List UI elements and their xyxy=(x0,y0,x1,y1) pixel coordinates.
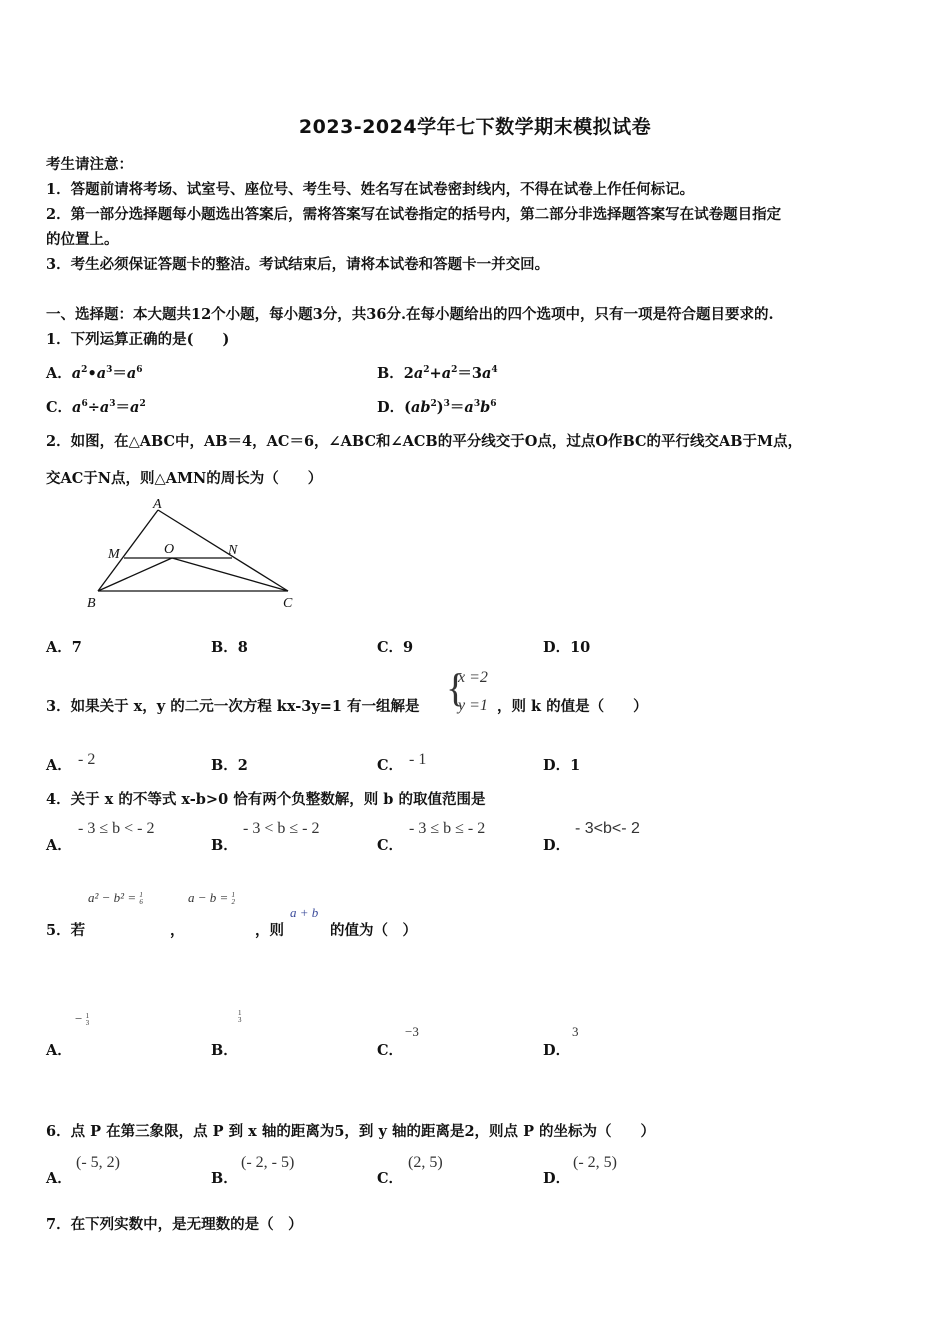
q5-option-a-num: 1 xyxy=(85,1012,90,1021)
section-heading: 一、选择题：本大题共12个小题，每小题3分，共36分.在每小题给出的四个选项中，只有一项是符合题目要求的. xyxy=(46,306,774,323)
q5-option-d-value: 3 xyxy=(572,1024,579,1039)
segment-co xyxy=(172,558,288,591)
q1-option-d: D．$(ab^2)^3=a^3b^6$ xyxy=(377,399,497,416)
q4-option-b-value: - 3 < b ≤ - 2 xyxy=(243,820,320,837)
q6-option-b-value: (- 2, - 5) xyxy=(241,1154,295,1171)
q3-option-a-value: - 2 xyxy=(78,751,96,768)
q6-option-c-value: (2, 5) xyxy=(408,1154,443,1171)
q3-option-a xyxy=(46,754,72,775)
q1-option-d-label: D． xyxy=(377,399,405,416)
q3-option-c xyxy=(377,754,403,775)
q2-option-c: C．9 xyxy=(377,639,414,656)
notice-item-2: 2．第一部分选择题每小题选出答案后，需将答案写在试卷指定的括号内，第二部分非选择题答案写在试卷题目指定 xyxy=(46,206,782,223)
q5-frac1-num: 1 xyxy=(139,891,143,900)
q6-option-b-label: B． xyxy=(211,1170,238,1187)
q6-option-d-label: D． xyxy=(543,1170,571,1187)
q6-option-a-label: A． xyxy=(46,1170,72,1187)
q3-option-c-value: - 1 xyxy=(409,751,427,768)
q5-option-a-sign: − xyxy=(75,1011,83,1026)
q5-option-b-label: B． xyxy=(211,1042,238,1059)
q5-option-d-label: D． xyxy=(543,1042,571,1059)
q6-stem: 6．点 P 在第三象限，点 P 到 x 轴的距离为5，到 y 轴的距离是2，则点 P 的坐标为（ ） xyxy=(46,1123,656,1140)
q2-triangle-figure xyxy=(80,495,310,615)
segment-ab xyxy=(98,510,158,591)
q3-system-brace: { xyxy=(446,665,466,710)
q1-option-c-label: C． xyxy=(46,399,73,416)
notice-item-2-cont: 的位置上。 xyxy=(46,231,119,248)
q2-option-a: A．7 xyxy=(46,639,82,656)
label-c: C xyxy=(283,596,293,611)
q5-stem-pre: 5．若 xyxy=(46,922,86,939)
q5-expr2-text: a − b = xyxy=(188,890,229,905)
q4-option-a-value: - 3 ≤ b < - 2 xyxy=(78,820,155,837)
segment-ac xyxy=(158,510,288,591)
notice-item-1: 1．答题前请将考场、试室号、座位号、考生号、姓名写在试卷密封线内，不得在试卷上作任何标记。 xyxy=(46,181,695,198)
q2-stem-line2: 交AC于N点，则△AMN的周长为（ ） xyxy=(46,470,323,487)
q6-option-c-label: C． xyxy=(377,1170,404,1187)
q5-option-b-den: 3 xyxy=(238,1016,242,1025)
q3-stem-post: ，则 k 的值是（ ） xyxy=(497,698,648,715)
q5-expr1-text: a² − b² = xyxy=(88,890,137,905)
q5-option-a-den: 3 xyxy=(85,1019,90,1028)
q2-stem-line1: 2．如图，在△ABC中，AB＝4，AC＝6，∠ABC和∠ACB的平分线交于O点，过点O作BC的平行线交AB于M点， xyxy=(46,433,803,450)
q5-frac2-num: 1 xyxy=(231,891,236,900)
q5-expr2 xyxy=(188,890,235,906)
q7-stem: 7．在下列实数中，是无理数的是（ ） xyxy=(46,1216,303,1233)
q4-option-c-label: C． xyxy=(377,837,404,854)
q5-expr1 xyxy=(88,890,143,906)
q1-option-a-label: A． xyxy=(46,365,72,382)
q5-option-c-label: C． xyxy=(377,1042,404,1059)
q5-comma2: ，则 xyxy=(255,922,284,939)
q5-stem-post: 的值为（ ） xyxy=(330,922,417,939)
label-o: O xyxy=(164,542,175,557)
notice-heading: 考生请注意： xyxy=(46,156,133,173)
q5-option-a-label: A． xyxy=(46,1042,72,1059)
q5-option-b-value xyxy=(238,1008,242,1024)
q3-system-line1: x =2 xyxy=(458,669,488,686)
q4-option-a-label: A． xyxy=(46,837,72,854)
q3-option-d: D．1 xyxy=(543,757,581,774)
q5-option-a-value xyxy=(75,1011,89,1027)
q4-option-c-value: - 3 ≤ b ≤ - 2 xyxy=(409,820,486,837)
q5-comma1: ， xyxy=(170,922,185,939)
q3-stem-pre: 3．如果关于 x，y 的二元一次方程 kx-3y=1 有一组解是 xyxy=(46,698,420,715)
q5-option-a-fraction xyxy=(86,1013,90,1027)
q2-option-d: D．10 xyxy=(543,639,591,656)
q6-option-d-value: (- 2, 5) xyxy=(573,1154,617,1171)
label-n: N xyxy=(228,543,238,558)
q3-option-c-label: C． xyxy=(377,757,404,774)
label-a: A xyxy=(153,497,162,512)
q1-stem: 1．下列运算正确的是( ) xyxy=(46,331,230,348)
q1-option-b-label: B． xyxy=(377,365,404,382)
q5-frac2-den: 2 xyxy=(231,898,236,907)
q1-option-a: A．$a^2•a^3=a^6$ xyxy=(46,365,143,382)
label-m: M xyxy=(108,547,120,562)
q6-option-a-value: (- 5, 2) xyxy=(76,1154,120,1171)
label-b: B xyxy=(87,596,96,611)
q1-option-c: C．$a^6\div a^3=a^2$ xyxy=(46,399,146,416)
q3-system-line2: y =1 xyxy=(458,697,488,714)
q5-frac1-den: 6 xyxy=(139,898,143,907)
q3-option-a-label: A． xyxy=(46,757,72,774)
q5-option-c-value: −3 xyxy=(405,1024,419,1039)
q4-stem: 4．关于 x 的不等式 x-b>0 恰有两个负整数解，则 b 的取值范围是 xyxy=(46,791,486,808)
q4-option-d-label: D． xyxy=(543,837,571,854)
q5-expr2-fraction xyxy=(232,892,236,906)
q5-option-b-num: 1 xyxy=(238,1009,242,1018)
q4-option-b-label: B． xyxy=(211,837,238,854)
notice-item-3: 3．考生必须保证答题卡的整洁。考试结束后，请将本试卷和答题卡一并交回。 xyxy=(46,256,550,273)
page-title: 2023-2024学年七下数学期末模拟试卷 xyxy=(298,116,652,138)
q5-option-b-fraction xyxy=(238,1010,242,1024)
q5-expr3: a + b xyxy=(290,905,319,920)
q2-option-b: B．8 xyxy=(211,639,248,656)
q1-option-b: B．$2a^2+a^2=3a^4$ xyxy=(377,365,498,382)
segment-bo xyxy=(98,558,172,591)
q5-expr1-fraction xyxy=(139,892,143,906)
q3-option-b: B．2 xyxy=(211,757,248,774)
q4-option-d-value: - 3<b<- 2 xyxy=(575,820,640,837)
